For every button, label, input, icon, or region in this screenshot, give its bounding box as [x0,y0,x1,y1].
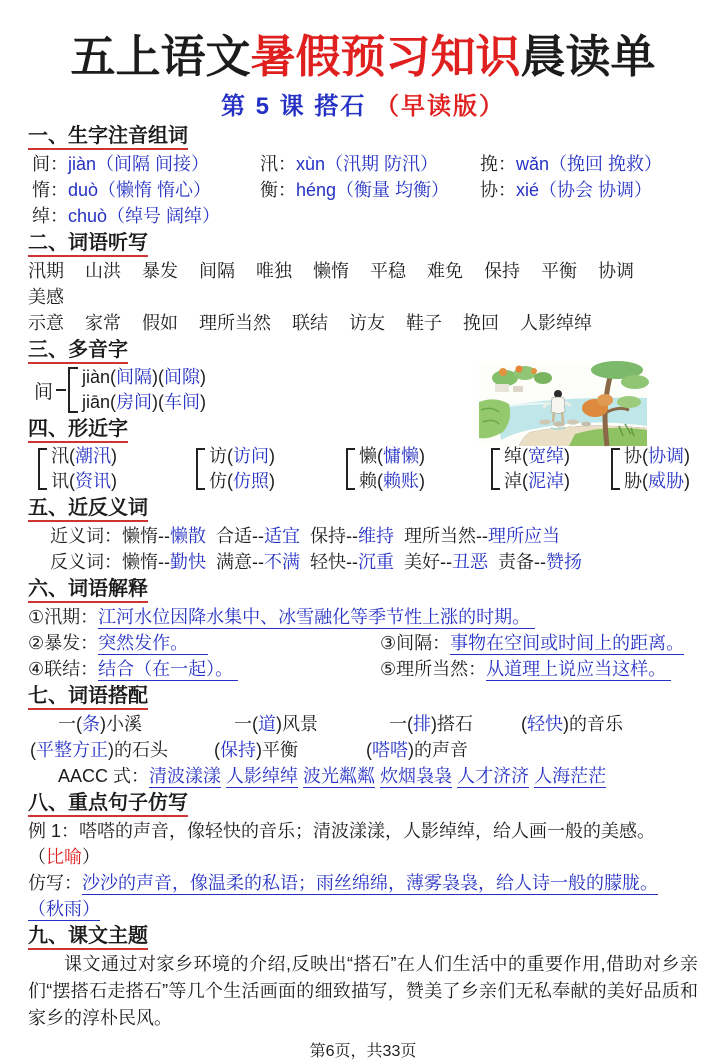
char-pair [346,444,491,494]
section-heading-zhuyin-zuci [28,124,698,149]
text-segment: （ [28,847,46,867]
text-segment: 协( [624,446,648,466]
text-segment: 潮汛 [75,446,111,466]
grid-cell [260,151,480,177]
text-segment: 赞扬 [546,552,582,572]
section-juzi-fangxie [28,791,698,922]
text-segment: 丑恶 [452,552,488,572]
text-segment: 仿写： [28,873,82,893]
grid-row [28,656,698,682]
char-pair-col [504,444,570,494]
text-segment: 访( [209,446,233,466]
text-segment: ②暴发： [28,633,99,653]
text-segment: 惰： [32,180,68,200]
grid-cell [234,711,389,737]
text-segment: （秋雨） [28,899,100,919]
grid-cell [32,203,260,229]
text-segment: 访问 [233,446,269,466]
grid-cell [32,151,260,177]
char-pair [491,444,611,494]
text-segment: 例 1：嗒嗒的声音，像轻快的音乐；清波漾漾，人影绰绰，给人画一般的美感。 [28,821,656,841]
lesson-subtitle [28,92,698,122]
text-segment: )风景 [276,714,318,734]
text-segment: 江河水位因降水集中、冰雪融化等季节性上涨的时期。 [98,607,536,627]
text-segment: 讯( [51,471,75,491]
bracket [611,448,620,490]
text-segment: 暑假预习知识 [250,31,521,82]
text-segment: 课文通过对家乡环境的介绍,反映出“搭石”在人们生活中的重要作用,借助对乡亲们“摆搭石走搭石”等几个生活画面的细致描写，赞美了乡亲们无私奉献的美好品质和家乡的淳朴民风。 [28,954,698,1028]
text-segment: 间隙 [164,367,201,387]
text-segment: 美好-- [394,552,452,572]
text-segment: 排 [413,714,431,734]
text-segment: ) [419,446,425,466]
bracket [38,448,47,490]
text-segment: )平衡 [256,740,298,760]
text-segment: 威胁 [648,471,684,491]
text-line [28,870,698,896]
text-segment: 懒( [359,446,383,466]
grid-cell [380,630,698,656]
text-segment: jiàn（间隔 间接） [68,154,210,174]
text-line [58,763,698,789]
text-segment: ③间隔： [380,633,451,653]
polyphone-char: 间 [34,381,54,403]
word: 假如 [142,313,178,333]
text-line [28,818,698,844]
pair-row [209,469,275,494]
section-jinfanyici [28,496,698,575]
pair-row [624,444,690,469]
section-heading-text: 三、多音字 [28,339,128,364]
pair-row [51,444,117,469]
text-segment: ) [684,446,690,466]
text-segment: 理所应当 [488,526,560,546]
pair-row [51,469,117,494]
section-heading-text: 六、词语解释 [28,578,148,603]
section-ciyu-jieshi [28,577,698,682]
grid-cell [32,177,260,203]
pair-row [359,469,425,494]
bracket [491,448,500,490]
grid-cell [58,711,234,737]
text-segment: ) [200,392,207,412]
section-heading-ciyu-tingxie [28,231,698,256]
text-segment: 协： [480,180,516,200]
text-segment: 保持 [220,740,256,760]
text-segment: ( [214,740,220,760]
text-segment: 事物在空间或时间上的距离。 [450,633,685,653]
bracket [346,448,355,490]
sections-container [28,124,698,1032]
page-title [28,30,698,84]
grid-row [32,151,698,177]
text-segment: )的音乐 [563,714,623,734]
text-segment: 仿照 [233,471,269,491]
grid-cell [366,737,698,763]
text-segment: ④联结： [28,659,99,679]
word: 平稳 [370,261,406,281]
text-segment: 责备-- [488,552,546,572]
char-pair-col [624,444,690,494]
section-heading-text: 一、生字注音组词 [28,125,188,150]
section-heading-text: 八、重点句子仿写 [28,792,188,817]
section-heading-duoyinzi [28,338,698,363]
char-pair [611,444,690,494]
word: 挽回 [463,313,499,333]
grid-row [32,177,698,203]
text-segment: 宽绰 [528,446,564,466]
word: 美感 [28,287,64,307]
text-segment: 房间 [116,392,153,412]
section-heading-text: 四、形近字 [28,418,128,443]
text-segment: 理所当然-- [394,526,488,546]
text-segment: 波光粼粼 [303,766,376,786]
char-pair [196,444,346,494]
word: 山洪 [85,261,121,281]
text-segment: chuò（绰号 阔绰） [68,206,221,226]
text-segment: duò（懒惰 惰心） [68,180,212,200]
word: 唯独 [256,261,292,281]
char-pair [38,444,196,494]
text-segment: ) [564,471,570,491]
text-segment: jiàn( [82,367,117,387]
text-segment: 一( [389,714,413,734]
grid-cell [380,656,698,682]
text-segment: )的声音 [408,740,468,760]
text-segment: 泥淖 [528,471,564,491]
text-segment: 近义词：懒惰-- [50,526,170,546]
section-ciyu-dapei [28,684,698,789]
polyphone-rows [82,365,206,415]
text-segment: 人影绰绰 [226,766,299,786]
text-segment: 清波漾漾 [149,766,222,786]
text-segment: ) [200,367,207,387]
text-segment: 衡： [260,180,296,200]
text-line [28,896,698,922]
text-segment: )小溪 [100,714,142,734]
text-segment: xié（协会 协调） [516,180,653,200]
grid-row [28,630,698,656]
text-segment: 反义词：懒惰-- [50,552,170,572]
grid-cell [28,630,380,656]
text-segment: 炊烟袅袅 [380,766,453,786]
grid-cell [214,737,366,763]
text-line [28,844,698,870]
word: 间隔 [199,261,235,281]
pair-row [504,469,570,494]
word-line [28,310,698,336]
text-segment: 绰： [32,206,68,226]
text-segment: 慵懒 [383,446,419,466]
page-number: 第6页，共33页 [309,1043,417,1060]
text-segment: 汛： [260,154,296,174]
section-heading-kewen-zhuti [28,924,698,949]
text-segment: 协调 [648,446,684,466]
text-segment: 淖( [504,471,528,491]
text-segment: 第 5 课 搭石 [220,93,376,120]
text-segment: 间隔 [116,367,153,387]
section-zhuyin-zuci [28,124,698,229]
word: 理所当然 [199,313,271,333]
text-segment: 不满 [264,552,300,572]
section-heading-juzi-fangxie [28,791,698,816]
text-segment: xùn（汛期 防汛） [296,154,439,174]
grid-row [32,203,698,229]
char-pair-col [209,444,275,494]
text-segment: ( [521,714,527,734]
word: 协调 [598,261,634,281]
text-segment: )( [152,367,165,387]
section-heading-text: 五、近反义词 [28,497,148,522]
text-segment: 挽： [480,154,516,174]
word: 访友 [349,313,385,333]
text-segment: 车间 [164,392,201,412]
text-segment: 合适-- [206,526,264,546]
text-segment: wǎn（挽回 挽救） [516,154,663,174]
text-segment: ) [111,471,117,491]
text-segment: ⑤理所当然： [380,659,487,679]
lesson-illustration [479,362,647,446]
text-segment: 轻快 [527,714,563,734]
grid-cell [480,151,698,177]
polyphone-row [82,365,206,390]
text-segment: héng（衡量 均衡） [296,180,450,200]
text-segment: 仿( [209,471,233,491]
text-segment: 沙沙的声音，像温柔的私语；雨丝绵绵，薄雾袅袅，给人诗一般的朦胧。 [82,873,658,893]
text-segment: 赖账 [383,471,419,491]
text-segment: 满意-- [206,552,264,572]
text-segment: ) [564,446,570,466]
text-segment: （早读版） [375,93,506,120]
text-segment: ) [269,446,275,466]
text-segment: ) [269,471,275,491]
text-segment: 结合（在一起）。 [98,659,239,679]
text-line [28,604,698,630]
word: 暴发 [142,261,178,281]
text-segment: 胁( [624,471,648,491]
text-segment: 资讯 [75,471,111,491]
text-segment: ) [684,471,690,491]
section-heading-jinfanyici [28,496,698,521]
pair-row [209,444,275,469]
similar-chars-row [38,444,698,494]
text-segment: 道 [258,714,276,734]
word: 联结 [292,313,328,333]
grid-cell [28,656,380,682]
char-pair-col [359,444,425,494]
text-segment: 人才济济 [457,766,530,786]
word: 懒惰 [313,261,349,281]
text-segment: 一( [58,714,82,734]
text-segment: 汛( [51,446,75,466]
text-segment: 一( [234,714,258,734]
text-segment: 沉重 [358,552,394,572]
word: 保持 [484,261,520,281]
char-pair-col [51,444,117,494]
pair-row [624,469,690,494]
text-segment: 条 [82,714,100,734]
grid-cell [389,711,521,737]
text-segment: ( [30,740,36,760]
word: 汛期 [28,261,64,281]
polyphone-row [82,390,206,415]
bracket [196,448,205,490]
word: 家常 [85,313,121,333]
section-heading-text: 七、词语搭配 [28,685,148,710]
text-line [28,951,698,1032]
text-segment: 赖( [359,471,383,491]
text-segment: )搭石 [431,714,473,734]
grid-cell [30,737,214,763]
text-segment: 嗒嗒 [372,740,408,760]
word: 鞋子 [406,313,442,333]
text-segment: 维持 [358,526,394,546]
section-heading-ciyu-dapei [28,684,698,709]
section-ciyu-tingxie [28,231,698,336]
text-line [50,523,698,549]
text-segment: 间： [32,154,68,174]
word: 难免 [427,261,463,281]
word: 平衡 [541,261,577,281]
text-segment: 平整方正 [36,740,108,760]
text-segment: )的石头 [108,740,168,760]
grid-cell [480,177,698,203]
section-kewen-zhuti [28,924,698,1032]
text-segment: 勤快 [170,552,206,572]
text-segment: )( [152,392,165,412]
text-segment: jiān( [82,392,117,412]
section-heading-text: 二、词语听写 [28,232,148,257]
section-heading-ciyu-jieshi [28,577,698,602]
study-sheet-page [0,30,724,1060]
text-segment: 轻快-- [300,552,358,572]
pair-row [359,444,425,469]
section-heading-text: 九、课文主题 [28,925,148,950]
text-segment: 突然发作。 [98,633,209,653]
text-segment: 适宜 [264,526,300,546]
text-segment: ） [82,847,100,867]
pair-row [504,444,570,469]
grid-cell [521,711,698,737]
grid-row [58,711,698,737]
word-line [28,258,698,310]
grid-row [30,737,698,763]
text-segment: 人海茫茫 [534,766,607,786]
word: 示意 [28,313,64,333]
text-segment: 五上语文 [70,31,251,82]
text-segment: ) [419,471,425,491]
text-line [50,549,698,575]
bracket [68,367,78,413]
text-segment: ( [366,740,372,760]
text-segment: 懒散 [170,526,206,546]
grid-cell [260,177,480,203]
text-segment: AACC 式： [58,766,150,786]
text-segment: ) [111,446,117,466]
word: 人影绰绰 [520,313,592,333]
text-segment: 比喻 [46,847,82,867]
text-segment: 绰( [504,446,528,466]
text-segment: 保持-- [300,526,358,546]
connector-line [56,389,66,391]
text-segment: ①汛期： [28,607,99,627]
text-segment: 从道理上说应当这样。 [486,659,672,679]
text-segment: 晨读单 [520,31,656,82]
